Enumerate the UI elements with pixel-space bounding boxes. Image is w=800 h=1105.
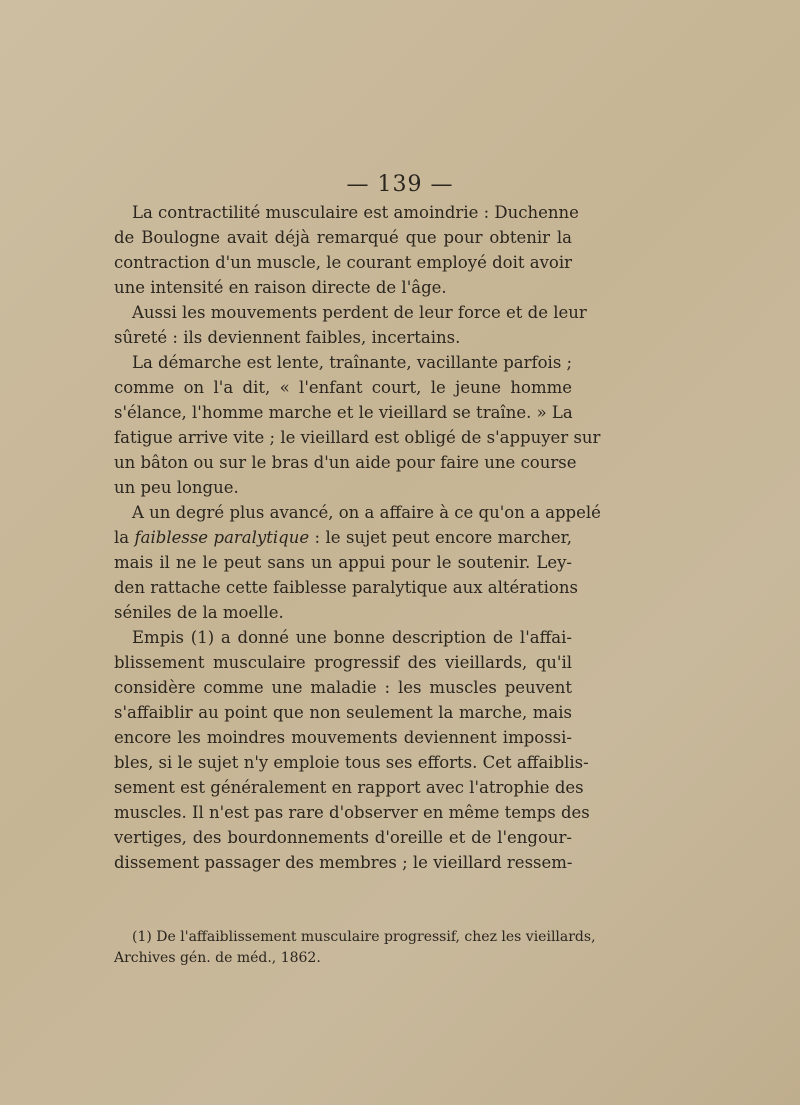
paragraph-5-line-9: vertiges, des bourdonnements d'oreille et de l'engour- <box>114 828 572 847</box>
paragraph-4-line-2-suffix: : le sujet peut encore marcher, <box>309 528 572 547</box>
paragraph-3-line-4: fatigue arrive vite ; le vieillard est obligé de s'appuyer sur <box>114 428 601 447</box>
paragraph-3-line-3: s'élance, l'homme marche et le vieillard se traîne. » La <box>114 403 573 422</box>
paragraph-3-line-2: comme on l'a dit, « l'enfant court, le jeune homme <box>114 378 572 397</box>
paragraph-4-line-1: A un degré plus avancé, on a affaire à ce qu'on a appelé <box>132 503 601 522</box>
paragraph-5-line-7: sement est généralement en rapport avec l'atrophie des <box>114 778 584 797</box>
paragraph-4-line-2-prefix: la <box>114 528 135 547</box>
paragraph-4-line-2 <box>114 525 572 550</box>
paragraph-3-line-1: La démarche est lente, traînante, vacillante parfois ; <box>132 353 573 372</box>
paragraph-5-line-2: blissement musculaire progressif des vieillards, qu'il <box>114 653 572 672</box>
paragraph-5-line-8: muscles. Il n'est pas rare d'observer en même temps des <box>114 803 590 822</box>
paragraph-1-line-3: contraction d'un muscle, le courant employé doit avoir <box>114 253 572 272</box>
paragraph-5-line-10: dissement passager des membres ; le vieillard ressem- <box>114 853 573 872</box>
paragraph-4-line-5: séniles de la moelle. <box>114 603 284 622</box>
footnote <box>114 927 596 969</box>
paragraph-3-line-5: un bâton ou sur le bras d'un aide pour faire une course <box>114 453 577 472</box>
paragraph-5-line-5: encore les moindres mouvements deviennent impossi- <box>114 728 572 747</box>
page-number: — 139 — <box>346 172 454 197</box>
footnote-line-1: (1) De l'affaiblissement musculaire progressif, chez les vieillards, <box>132 929 596 945</box>
paragraph-3-line-6: un peu longue. <box>114 478 239 497</box>
paragraph-1-line-2: de Boulogne avait déjà remarqué que pour obtenir la <box>114 228 572 247</box>
paragraph-4-line-4: den rattache cette faiblesse paralytique aux altérations <box>114 578 578 597</box>
paragraph-5-line-3: considère comme une maladie : les muscles peuvent <box>114 678 572 697</box>
paragraph-2-line-2: sûreté : ils deviennent faibles, incertains. <box>114 328 461 347</box>
footnote-line-2: Archives gén. de méd., 1862. <box>114 950 321 966</box>
paragraph-1-line-4: une intensité en raison directe de l'âge. <box>114 278 447 297</box>
paragraph-5-line-1: Empis (1) a donné une bonne description de l'affai- <box>132 628 572 647</box>
paragraph-5-line-6: bles, si le sujet n'y emploie tous ses efforts. Cet affaiblis- <box>114 753 589 772</box>
paragraph-2-line-1: Aussi les mouvements perdent de leur force et de leur <box>132 303 587 322</box>
paragraph-1-line-1: La contractilité musculaire est amoindrie : Duchenne <box>132 203 579 222</box>
paragraph-4-italic-term: faiblesse paralytique <box>134 528 310 547</box>
body-text <box>114 200 601 875</box>
paragraph-5-line-4: s'affaiblir au point que non seulement la marche, mais <box>114 703 572 722</box>
paragraph-4-line-3: mais il ne le peut sans un appui pour le soutenir. Ley- <box>114 553 572 572</box>
